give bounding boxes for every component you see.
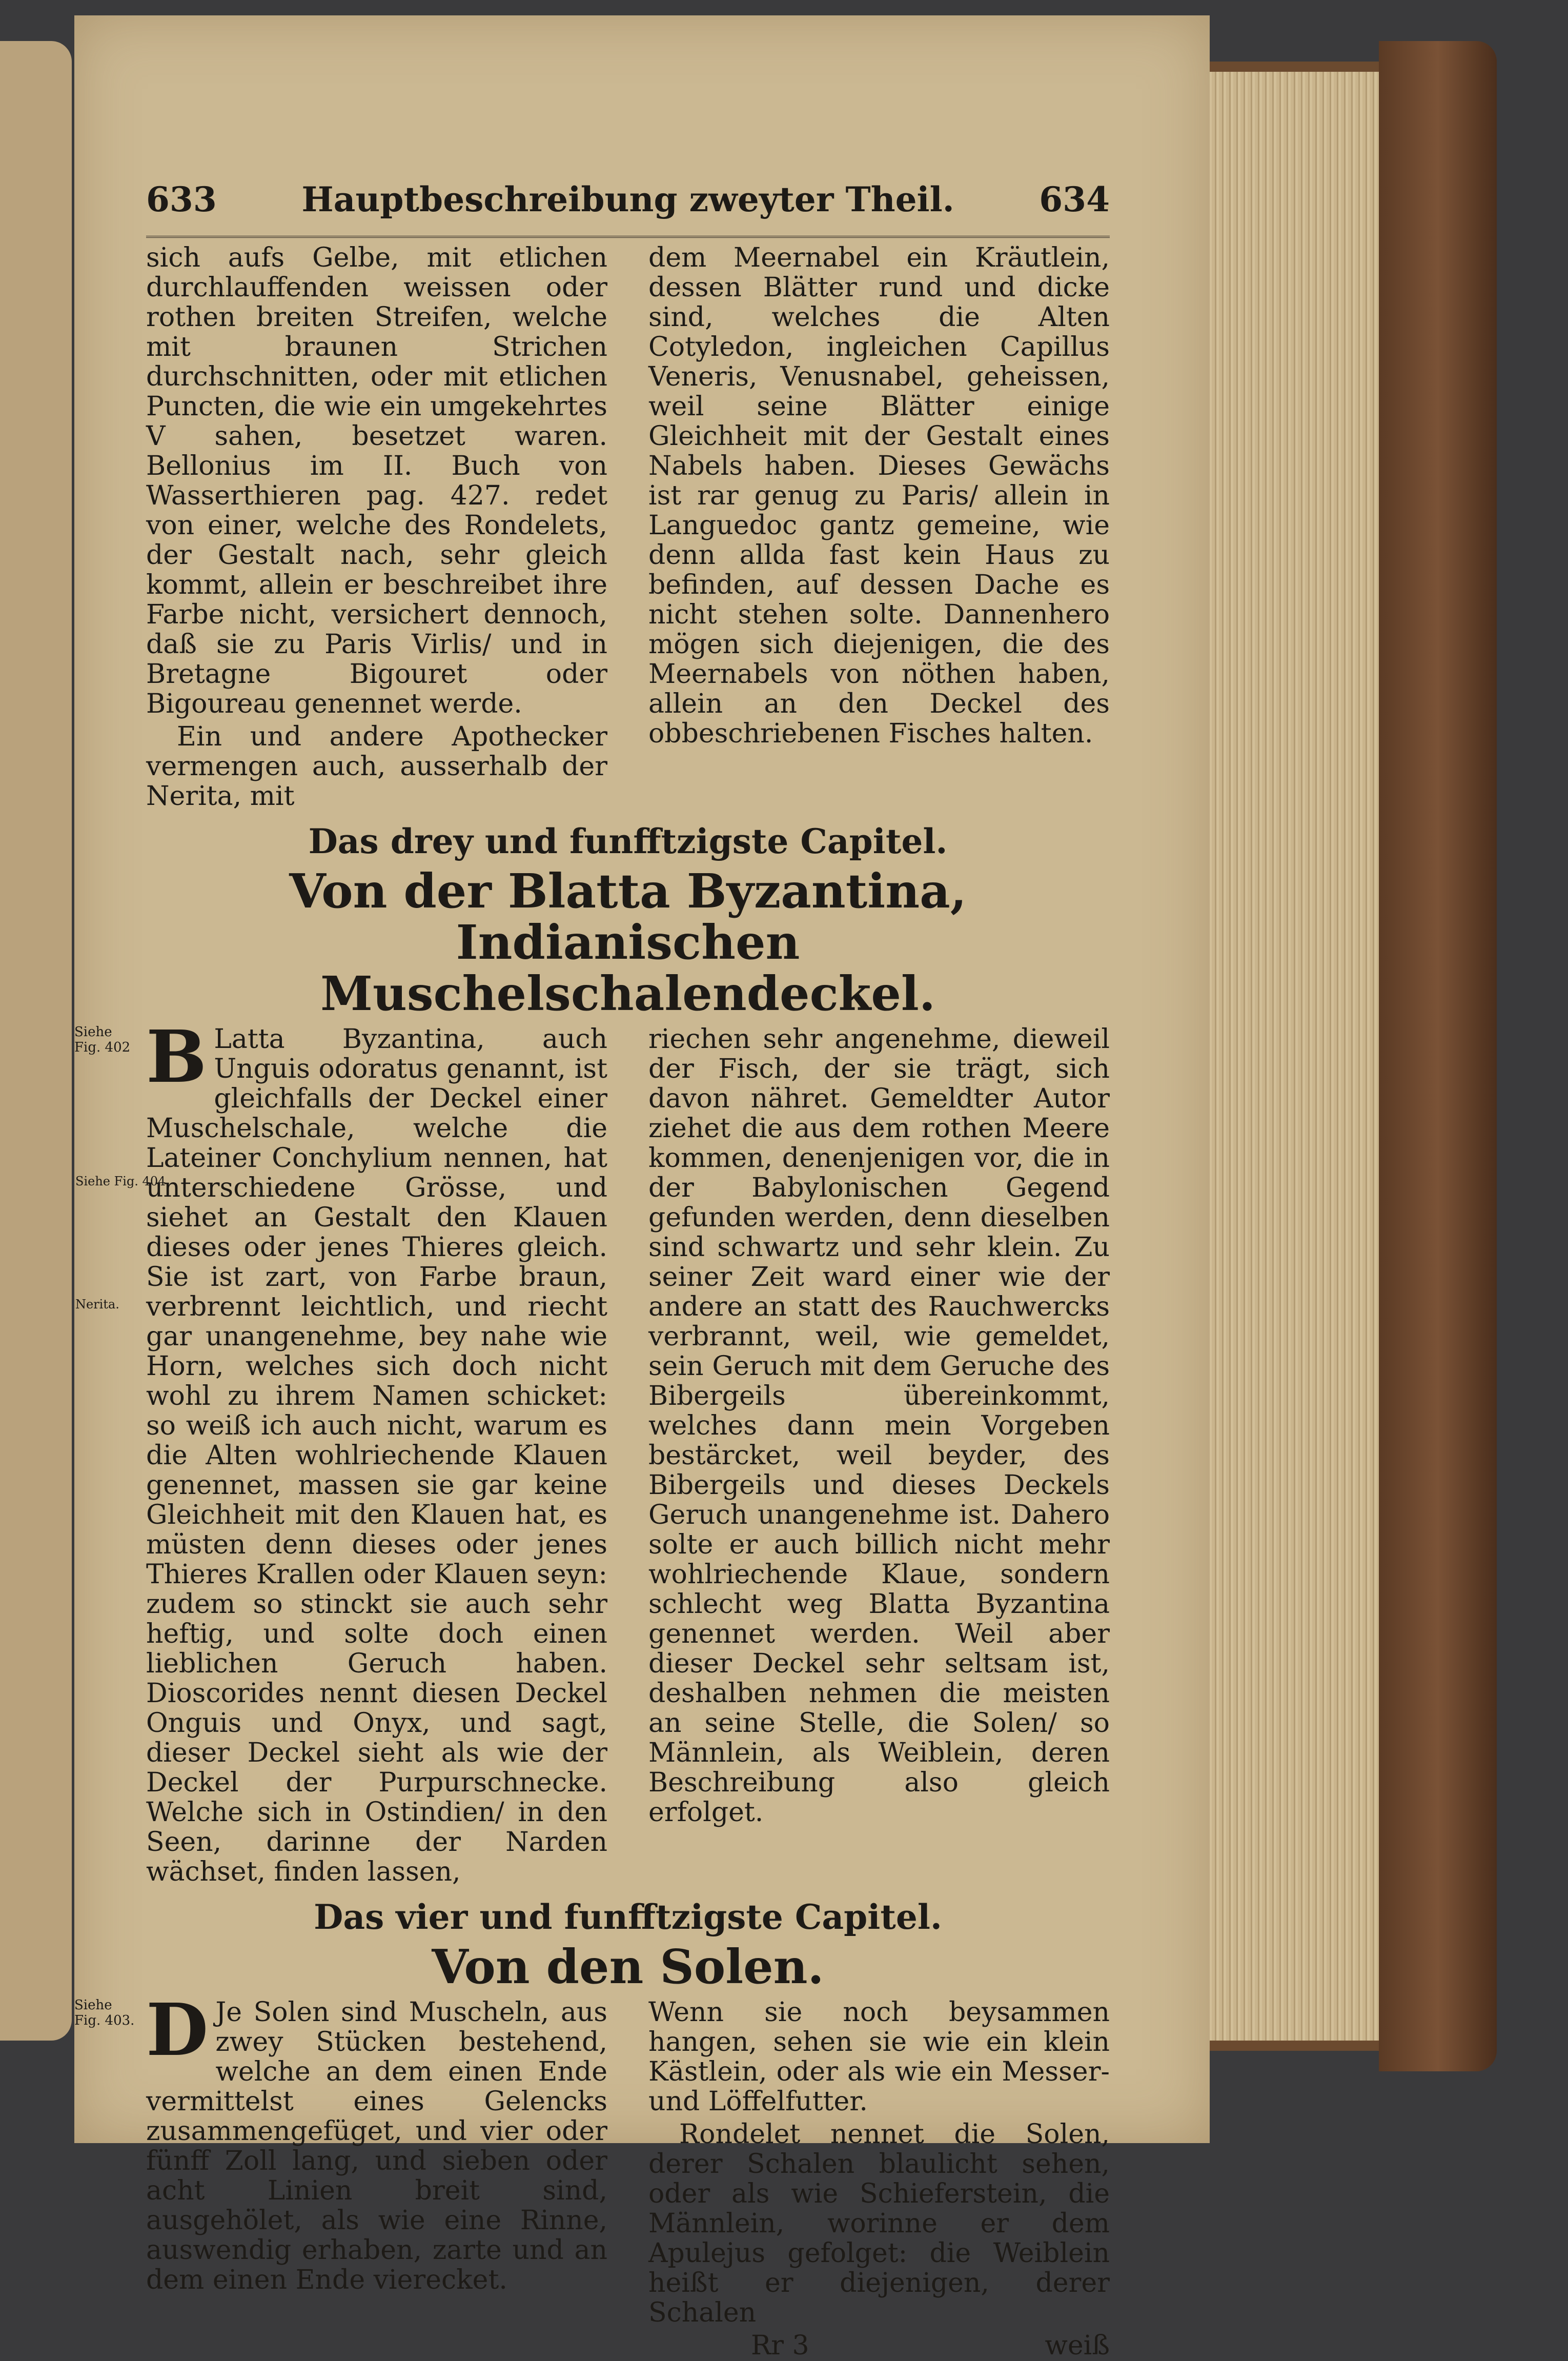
chapter53-right-text: riechen sehr angenehme, dieweil der Fisch, der sie trägt, sich davon nähret. Gemeldter Autor ziehet die aus dem rothen Meere kommen, denenjenigen vor, die in der Babylonischen Gegend gefunden werden, denn dieselben sind schwartz und sehr klein. Zu seiner Zeit ward einer wie der andere an statt des Rauchwercks verbrannt, weil, wie gemeldet, sein Geruch mit dem Geruche des Bibergeils übereinkommt, welches dann mein Vorgeben bestärcket, weil beyder, des Bibergeils und dieses Deckels Geruch unangenehme ist. Dahero solte er auch billich nicht mehr wohlriechende Klaue, sondern schlecht weg Blatta Byzantina genennet werden. Weil aber dieser Deckel sehr seltsam ist, deshalben nehmen die meisten an seine Stelle, die Solen/ so Männlein, als Weiblein, deren Beschreibung also gleich erfolget.	[648, 1024, 1110, 1828]
section1-left-text2: Ein und andere Apothecker vermengen auch, ausserhalb der Nerita, mit	[146, 721, 607, 812]
page-footer	[648, 2331, 1110, 2360]
chapter53-title: Das drey und funfftzigste Capitel.	[308, 821, 948, 861]
chapter54-right-column	[648, 1997, 1110, 2360]
section1-left-column	[146, 243, 607, 814]
section1-right-text: dem Meernabel ein Kräutlein, dessen Blätter rund und dicke sind, welches die Alten Cotyledon, ingleichen Capillus Veneris, Venusnabel, geheissen, weil seine Blätter einige Gleichheit mit der Gestalt eines Nabels haben. Dieses Gewächs ist rar genug zu Paris/ allein in Languedoc gantz gemeine, wie denn allda fast kein Haus zu befinden, auf dessen Dache es nicht stehen solte. Dannenhero mögen sich diejenigen, die des Meernabels von nöthen haben, allein an den Deckel des obbeschriebenen Fisches halten.	[648, 243, 1110, 749]
page-stack	[1205, 72, 1379, 2041]
page-number-left: 633	[146, 179, 217, 219]
chapter53-drop-cap: B	[146, 1015, 207, 1099]
chapter53-left-text: Latta Byzantina, auch Unguis odoratus genannt, ist gleichfalls der Deckel einer Muschelschale, welche die Lateiner Conchylium nennen, hat unterschiedene Grösse, und siehet an Gestalt den Klauen dieses oder jenes Thieres gleich. Sie ist zart, von Farbe braun, verbrennt leichtlich, und riecht gar unangenehme, bey nahe wie Horn, welches sich doch nicht wohl zu ihrem Namen schicket: so weiß ich auch nicht, warum es die Alten wohlriechende Klauen genennet, massen sie gar keine Gleichheit mit den Klauen hat, es müsten denn dieses oder jenes Thieres Krallen oder Klauen seyn: zudem so stinckt sie auch sehr heftig, und solte doch einen lieblichen Geruch haben. Dioscorides nennt diesen Deckel Onguis und Onyx, und sagt, dieser Deckel sieht als wie der Deckel der Purpurschnecke. Welche sich in Ostindien/ in den Seen, darinne der Narden wächset, finden lassen,	[146, 1024, 607, 1887]
running-header	[146, 169, 1110, 238]
chapter54-heading: Von den Solen.	[432, 1939, 824, 1994]
book-page	[74, 15, 1210, 2361]
chapter53-left-column	[146, 1015, 607, 1887]
section1-columns	[146, 243, 1110, 814]
catchword: weiß	[1045, 2330, 1110, 2361]
chapter53-heading: Von der Blatta Byzantina, Indianischen Muschelschalendeckel.	[289, 863, 967, 1021]
chapter54-title: Das vier und funfftzigste Capitel.	[314, 1897, 942, 1937]
section1-right-column	[648, 243, 1110, 814]
section1-left-text: sich aufs Gelbe, mit etlichen durchlauffenden weissen oder rothen breiten Streifen, welche mit braunen Strichen durchschnitten, oder mit etlichen Puncten, die wie ein umgekehrtes V sahen, besetzet waren. Bellonius im II. Buch von Wasserthieren pag. 427. redet von einer, welche des Rondelets, der Gestalt nach, sehr gleich kommt, allein er beschreibet ihre Farbe nicht, versichert dennoch, daß sie zu Paris Virlis/ und in Bretagne Bigouret oder Bigoureau genennet werde.	[146, 243, 607, 719]
previous-page-edge	[0, 41, 72, 2041]
left-margin-note-2: Nerita.	[75, 1297, 119, 1311]
book-cover	[1379, 41, 1497, 2071]
chapter54-drop-cap: D	[146, 1988, 209, 2072]
chapter54-right-text2: Rondelet nennet die Solen, derer Schalen blaulicht sehen, oder als wie Schieferstein, die Männlein, worinne er dem Apulejus gefolget: die Weiblein heißt er diejenigen, derer Schalen	[648, 2119, 1110, 2328]
chapter54-left-text: Je Solen sind Muscheln, aus zwey Stücken bestehend, welche an dem einen Ende vermittelst eines Gelencks zusammengefüget, und vier oder fünff Zoll lang, und sieben oder acht Linien breit sind, ausgehölet, als wie eine Rinne, auswendig erhaben, zarte und an dem einen Ende vierecket.	[146, 1997, 607, 2295]
chapter54-margin-note: Siehe Fig. 403.	[74, 1997, 135, 2028]
chapter53-margin-note: Siehe Fig. 402	[74, 1024, 131, 1055]
signature-mark: Rr 3	[751, 2330, 809, 2361]
chapter54-columns	[74, 1988, 1110, 2361]
chapter54-left-column	[146, 1988, 607, 2360]
page-number-right: 634	[1039, 179, 1110, 219]
left-margin-note-1: Siehe Fig. 404.	[75, 1174, 170, 1188]
running-title: Hauptbeschreibung zweyter Theil.	[301, 179, 954, 219]
chapter53-right-column	[648, 1024, 1110, 1887]
chapter54-right-text: Wenn sie noch beysammen hangen, sehen sie wie ein klein Kästlein, oder als wie ein Messer- und Löffelfutter.	[648, 1997, 1110, 2117]
